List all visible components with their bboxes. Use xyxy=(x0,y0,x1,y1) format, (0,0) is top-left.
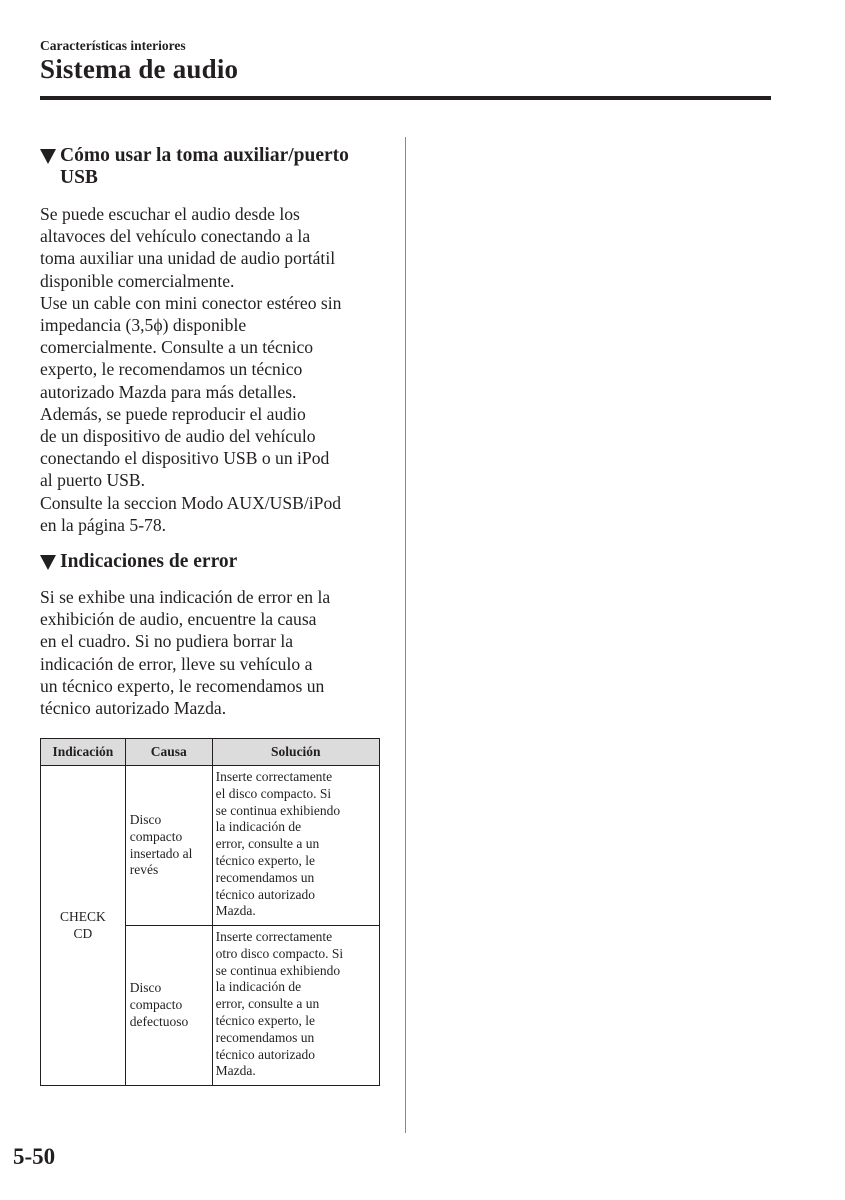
solution-cell xyxy=(212,766,379,926)
paragraph-aux-usb xyxy=(40,203,385,536)
triangle-bullet-icon xyxy=(40,149,56,164)
cause-cell xyxy=(125,926,212,1086)
cell-line: técnico autorizado xyxy=(215,1046,315,1062)
cell-line: error, consulte a un xyxy=(215,836,320,852)
cell-line: técnico autorizado xyxy=(215,886,315,902)
text-line: comercialmente. Consulte a un técnico xyxy=(40,337,314,358)
column-divider xyxy=(405,137,406,1133)
cell-line: recomendamos un xyxy=(215,1029,315,1045)
text-line: impedancia (3,5ϕ) disponible xyxy=(40,315,247,336)
cell-line: el disco compacto. Si xyxy=(215,785,332,801)
text-line: técnico autorizado Mazda. xyxy=(40,698,227,719)
text-line: un técnico experto, le recomendamos un xyxy=(40,675,325,696)
cell-line: Disco xyxy=(129,811,162,827)
cell-line: CD xyxy=(73,925,93,941)
text-line: de un dispositivo de audio del vehículo xyxy=(40,426,316,447)
column-header: Solución xyxy=(212,739,379,766)
text-line: altavoces del vehículo conectando a la xyxy=(40,226,311,247)
text-line: en la página 5-78. xyxy=(40,514,167,535)
cell-line: compacto xyxy=(129,828,183,844)
cell-line: la indicación de xyxy=(215,819,302,835)
text-line: autorizado Mazda para más detalles. xyxy=(40,381,297,402)
cell-line: se continua exhibiendo xyxy=(215,962,341,978)
subheading-text: Indicaciones de error xyxy=(60,551,238,573)
page-title: Sistema de audio xyxy=(40,54,239,84)
text-line: Use un cable con mini conector estéreo sin xyxy=(40,292,342,313)
table-header-row xyxy=(41,739,380,766)
cell-line: técnico experto, le xyxy=(215,1012,315,1028)
cell-line: error, consulte a un xyxy=(215,996,320,1012)
column-header: Indicación xyxy=(41,739,126,766)
cell-line: recomendamos un xyxy=(215,869,315,885)
cell-line: otro disco compacto. Si xyxy=(215,945,344,961)
text-line: Si se exhibe una indicación de error en la xyxy=(40,587,331,608)
error-table xyxy=(40,738,380,1086)
cell-line: técnico experto, le xyxy=(215,852,315,868)
column-header: Causa xyxy=(125,739,212,766)
text-line: toma auxiliar una unidad de audio portátil xyxy=(40,248,336,269)
text-line: Se puede escuchar el audio desde los xyxy=(40,204,300,224)
text-line: disponible comercialmente. xyxy=(40,270,235,291)
section-label: Características interiores xyxy=(40,38,186,53)
subheading-error xyxy=(40,551,385,573)
left-column xyxy=(40,142,385,719)
cell-line: CHECK xyxy=(60,908,106,924)
text-line: indicación de error, lleve su vehículo a xyxy=(40,653,313,674)
cell-line: compacto xyxy=(129,997,183,1013)
header-rule xyxy=(40,96,771,100)
indication-cell xyxy=(41,766,126,1086)
text-line: exhibición de audio, encuentre la causa xyxy=(40,609,317,630)
text-line: conectando el dispositivo USB o un iPod xyxy=(40,448,330,469)
solution-cell xyxy=(212,926,379,1086)
cell-line: insertado al xyxy=(129,845,193,861)
table-row xyxy=(41,766,380,926)
cell-line: Disco xyxy=(129,980,162,996)
cell-line: la indicación de xyxy=(215,979,302,995)
cell-line: Inserte correctamente xyxy=(215,929,333,944)
subheading-aux-usb xyxy=(40,145,385,189)
page-number: 5-50 xyxy=(13,1144,56,1169)
text-line: al puerto USB. xyxy=(40,470,146,491)
cell-line: revés xyxy=(129,862,159,878)
cause-cell xyxy=(125,766,212,926)
paragraph-error xyxy=(40,586,385,719)
triangle-bullet-icon xyxy=(40,555,56,570)
text-line: en el cuadro. Si no pudiera borrar la xyxy=(40,631,294,652)
cell-line: Inserte correctamente xyxy=(215,769,333,784)
cell-line: se continua exhibiendo xyxy=(215,802,341,818)
text-line: experto, le recomendamos un técnico xyxy=(40,359,303,380)
text-line: Además, se puede reproducir el audio xyxy=(40,403,306,424)
cell-line: defectuoso xyxy=(129,1013,189,1029)
text-line: Consulte la seccion Modo AUX/USB/iPod xyxy=(40,492,342,513)
cell-line: Mazda. xyxy=(215,903,256,919)
subheading-text: Cómo usar la toma auxiliar/puerto USB xyxy=(60,145,349,188)
cell-line: Mazda. xyxy=(215,1063,256,1079)
